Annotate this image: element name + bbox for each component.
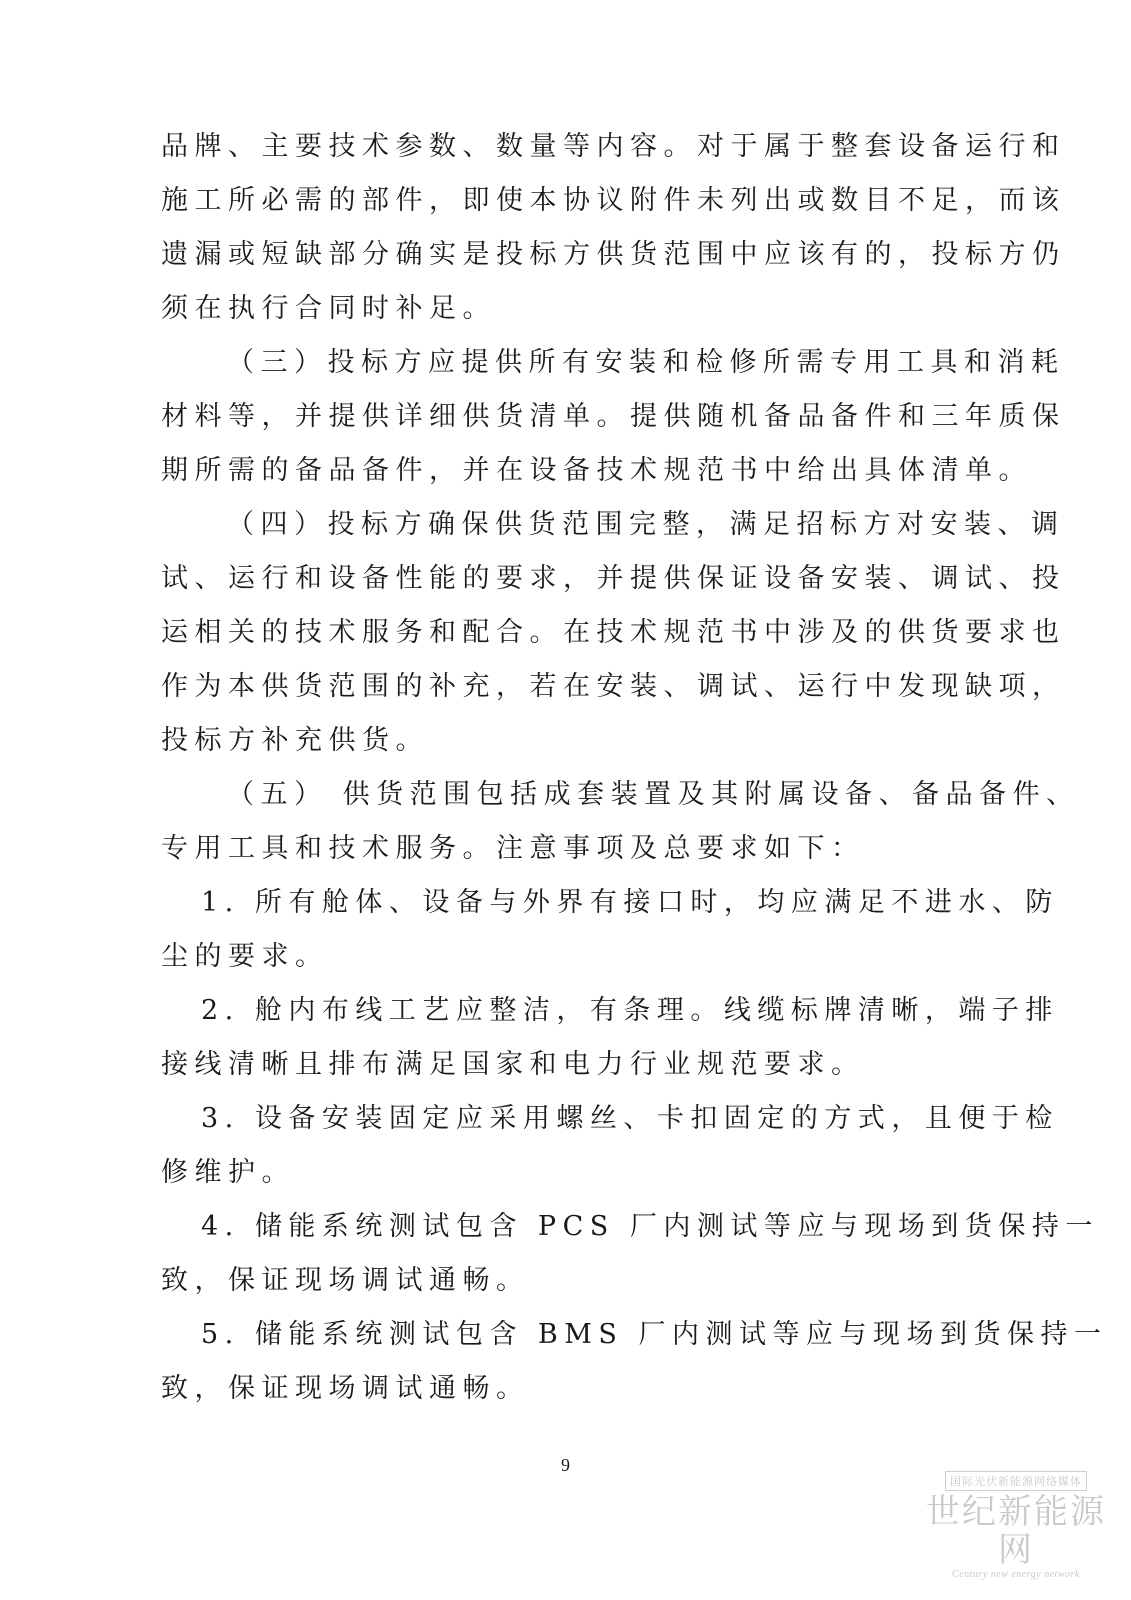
list-item-4	[161, 1200, 1099, 1308]
watermark-sub-text: Century new energy network	[952, 1569, 1080, 1580]
list-item-3	[161, 1092, 1059, 1200]
watermark-logo	[921, 1470, 1111, 1580]
paragraph-section-4	[161, 498, 1066, 768]
text-line: 致，保证现场调试通畅。	[161, 1265, 530, 1296]
text-line: （三）投标方应提供所有安装和检修所需专用工具和消耗	[227, 347, 1065, 378]
text-line: 须在执行合同时补足。	[161, 293, 496, 324]
list-item-2	[161, 984, 1059, 1092]
text-line: 致，保证现场调试通畅。	[161, 1373, 530, 1404]
text-line: 品牌、主要技术参数、数量等内容。对于属于整套设备运行和	[161, 131, 1066, 162]
text-line: 试、运行和设备性能的要求，并提供保证设备安装、调试、投	[161, 563, 1066, 594]
text-line: 5. 储能系统测试包含 BMS 厂内测试等应与现场到货保持一	[201, 1319, 1108, 1350]
watermark-main-text: 世纪新能源网	[926, 1492, 1106, 1570]
text-line: （五） 供货范围包括成套装置及其附属设备、备品备件、	[227, 779, 1080, 810]
text-line: （四）投标方确保供货范围完整，满足招标方对安装、调	[227, 509, 1065, 540]
list-item-5	[161, 1308, 1108, 1416]
page-number: 9	[561, 1455, 570, 1475]
text-line: 专用工具和技术服务。注意事项及总要求如下：	[161, 833, 865, 864]
paragraph-section-5	[161, 768, 1080, 876]
text-line: 尘的要求。	[161, 941, 329, 972]
text-line: 3. 设备安装固定应采用螺丝、卡扣固定的方式，且便于检	[201, 1103, 1059, 1134]
watermark-top-text: 国际光伏新能源网络媒体	[945, 1471, 1087, 1491]
text-line: 作为本供货范围的补充，若在安装、调试、运行中发现缺项，	[161, 671, 1066, 702]
list-item-1	[161, 876, 1059, 984]
text-line: 施工所必需的部件，即使本协议附件未列出或数目不足，而该	[161, 185, 1066, 216]
text-line: 投标方补充供货。	[161, 725, 429, 756]
text-line: 4. 储能系统测试包含 PCS 厂内测试等应与现场到货保持一	[201, 1211, 1099, 1242]
text-line: 期所需的备品备件，并在设备技术规范书中给出具体清单。	[161, 455, 1032, 486]
text-line: 接线清晰且排布满足国家和电力行业规范要求。	[161, 1049, 865, 1080]
text-line: 1. 所有舱体、设备与外界有接口时，均应满足不进水、防	[201, 887, 1059, 918]
document-body	[161, 120, 1108, 1416]
text-line: 修维护。	[161, 1157, 295, 1188]
text-line: 材料等，并提供详细供货清单。提供随机备品备件和三年质保	[161, 401, 1066, 432]
text-line: 遗漏或短缺部分确实是投标方供货范围中应该有的，投标方仍	[161, 239, 1066, 270]
text-line: 运相关的技术服务和配合。在技术规范书中涉及的供货要求也	[161, 617, 1066, 648]
paragraph-section-3	[161, 336, 1066, 498]
text-line: 2. 舱内布线工艺应整洁，有条理。线缆标牌清晰，端子排	[201, 995, 1059, 1026]
paragraph-continuation	[161, 120, 1066, 336]
